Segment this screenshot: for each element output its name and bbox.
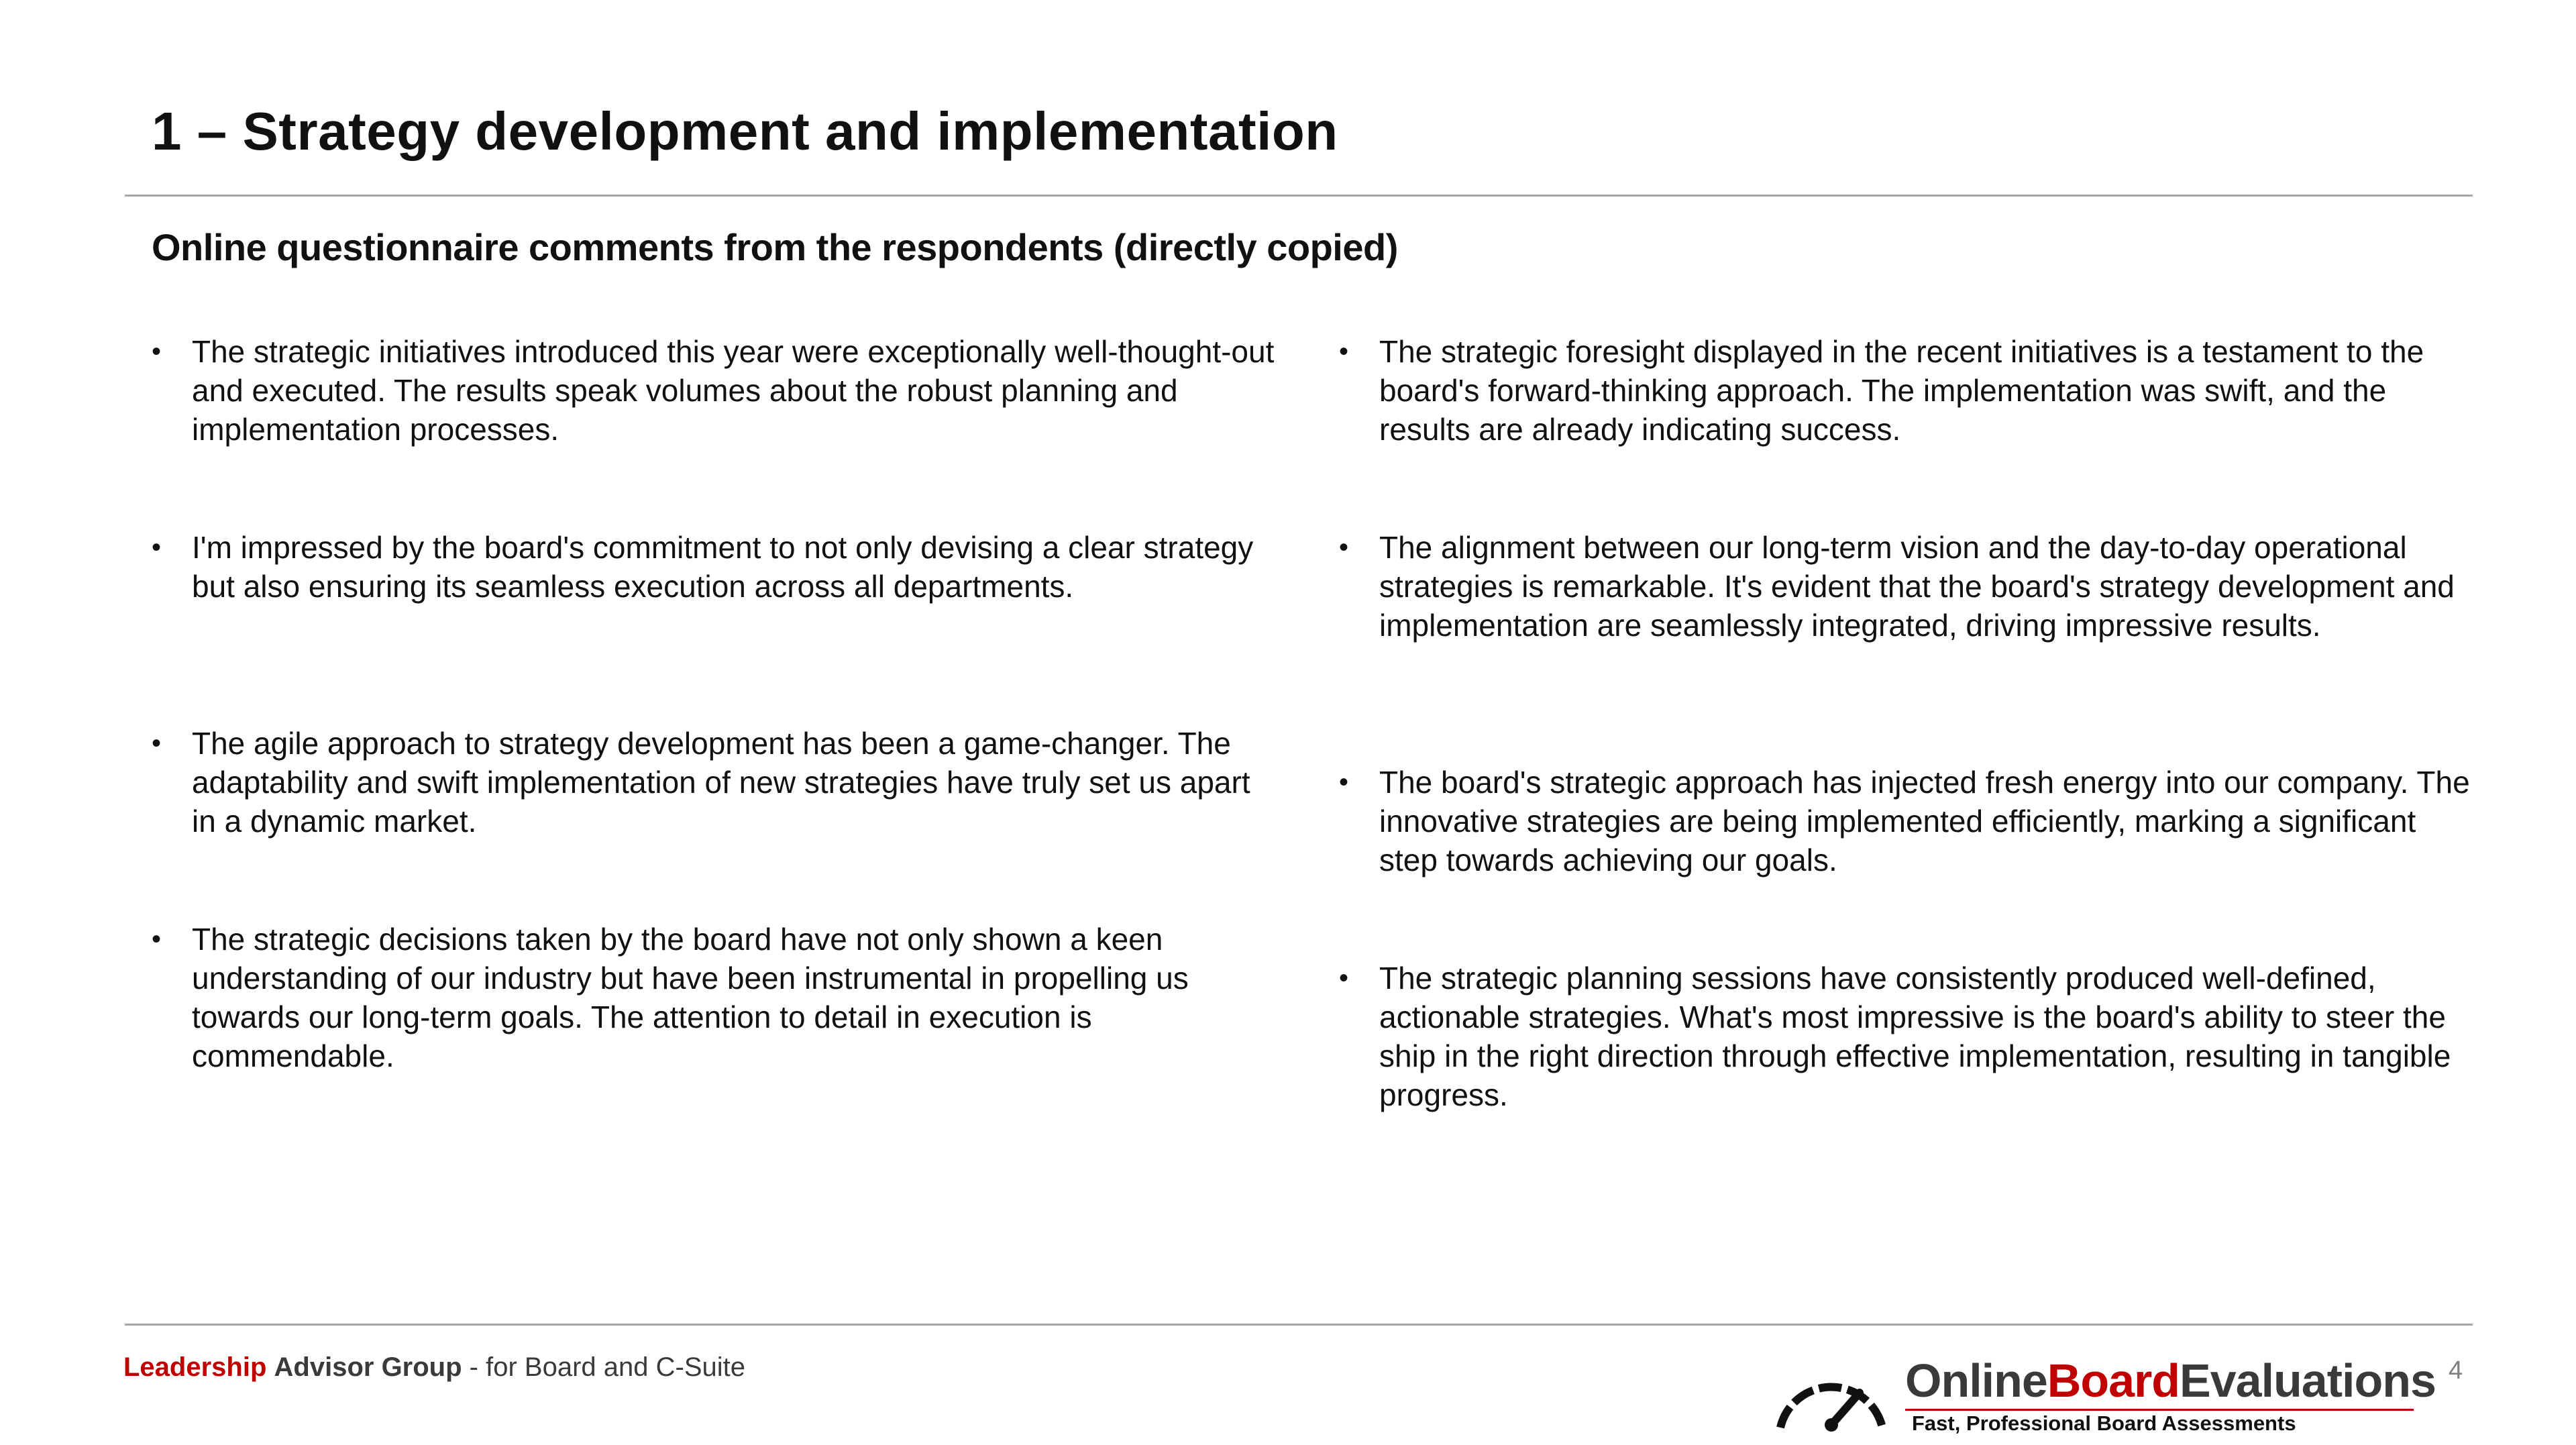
bullet-icon: • (1339, 337, 1349, 366)
comment-item (152, 332, 1279, 449)
bullet-icon: • (152, 729, 162, 758)
footer-divider (125, 1324, 2473, 1326)
comment-item (152, 920, 1279, 1075)
comment-text: The strategic initiatives introduced this year were exceptionally well-thought-out and executed. The results speak volumes about the robust planning and implementation processes. (192, 334, 1275, 447)
comment-text: The strategic foresight displayed in the recent initiatives is a testament to the board's forward-thinking approach. The implementation was swift, and the results are already indicating success. (1379, 334, 2424, 447)
comment-text: I'm impressed by the board's commitment to not only devising a clear strategy but also ensuring its seamless execution across all departments. (192, 530, 1254, 604)
comment-text: The board's strategic approach has injected fresh energy into our company. The innovative strategies are being implemented efficiently, marking a significant step towards achieving our goals. (1379, 765, 2470, 877)
title-divider (125, 195, 2473, 197)
comment-item (1339, 528, 2473, 645)
bullet-icon: • (1339, 533, 1349, 562)
comment-text: The alignment between our long-term vision and the day-to-day operational strategies is remarkable. It's evident that the board's strategy development and implementation are seamlessly integrated, driving impressive results. (1379, 530, 2455, 643)
comment-item (152, 724, 1279, 841)
bullet-icon: • (1339, 767, 1349, 797)
brand-tagline: - for Board and C-Suite (462, 1352, 745, 1382)
bullet-icon: • (152, 924, 162, 954)
section-subtitle: Online questionnaire comments from the respondents (directly copied) (152, 226, 1398, 268)
logo-word-online: Online (1905, 1354, 2047, 1407)
comment-item (1339, 959, 2473, 1114)
comment-item (152, 528, 1279, 606)
comment-item (1339, 332, 2473, 449)
comment-text: The strategic decisions taken by the board have not only shown a keen understanding of our industry but have been instrumental in propelling us towards our long-term goals. The attention to detail in execution is commendable. (192, 922, 1189, 1073)
comment-item (1339, 763, 2473, 879)
comment-text: The agile approach to strategy development has been a game-changer. The adaptability and swift implementation of new strategies have truly set us apart in a dynamic market. (192, 726, 1250, 839)
comment-text: The strategic planning sessions have consistently produced well-defined, actionable strategies. What's most impressive is the board's ability to steer the ship in the right direction through effective implementation, resulting in tangible progress. (1379, 961, 2451, 1112)
logo-underline (1905, 1409, 2414, 1411)
online-board-evaluations-logo (1771, 1354, 2436, 1435)
page-number: 4 (2449, 1356, 2463, 1385)
bullet-icon: • (152, 533, 162, 562)
speedometer-icon (1771, 1358, 1892, 1432)
bullet-icon: • (1339, 963, 1349, 993)
logo-tagline: Fast, Professional Board Assessments (1912, 1411, 2296, 1435)
logo-wordmark (1905, 1354, 2436, 1407)
logo-word-board: Board (2047, 1354, 2180, 1407)
slide-title: 1 – Strategy development and implementation (152, 101, 1338, 161)
brand-leadership: Leadership (123, 1352, 267, 1382)
footer-brand (123, 1352, 745, 1383)
brand-advisor-group: Advisor Group (274, 1352, 462, 1382)
logo-word-evaluations: Evaluations (2180, 1354, 2436, 1407)
bullet-icon: • (152, 337, 162, 366)
